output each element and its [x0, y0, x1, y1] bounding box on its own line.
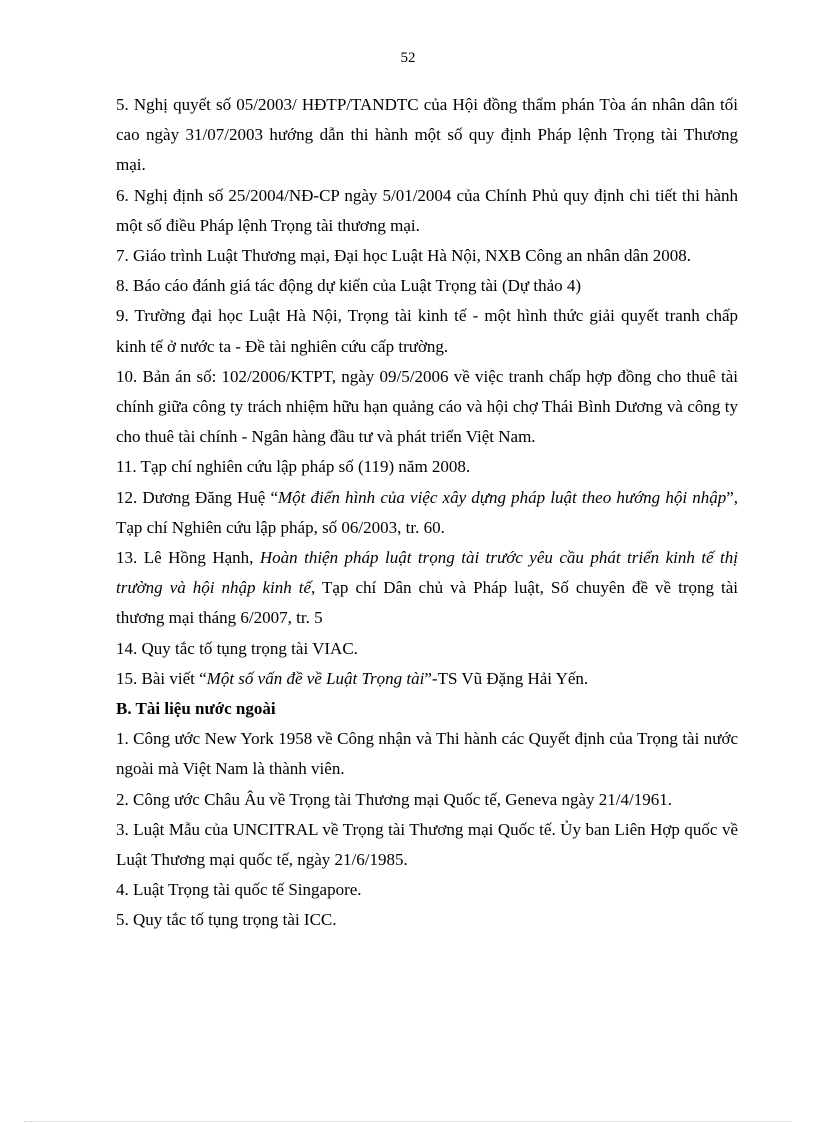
reference-item-9: 9. Trường đại học Luật Hà Nội, Trọng tài kinh tế - một hình thức giải quyết tranh chấp kinh tế ở nước ta - Đề tài nghiên cứu cấp trường. — [116, 306, 738, 356]
foreign-reference-item-3: 3. Luật Mẫu của UNCITRAL về Trọng tài Thương mại Quốc tế. Ủy ban Liên Hợp quốc về Luật Thương mại quốc tế, ngày 21/6/1985. — [116, 819, 738, 870]
reference-13-title: Hoàn thiện pháp luật trọng tài trước yêu cầu phát triển kinh tế thị trường và hội nhập kinh tế — [116, 548, 739, 598]
reference-item-12 — [116, 483, 738, 543]
reference-item-15 — [116, 664, 738, 694]
reference-item-14: 14. Quy tắc tố tụng trọng tài VIAC. — [116, 638, 358, 658]
reference-13-author: 13. Lê Hồng Hạnh, — [116, 548, 260, 568]
foreign-reference-item-5: 5. Quy tắc tố tụng trọng tài ICC. — [116, 910, 337, 930]
reference-13-source: , Tạp chí Dân chủ và Pháp luật, Số chuyên đề về trọng tài thương mại tháng 6/2007, tr. 5 — [116, 578, 738, 628]
foreign-reference-item-1: 1. Công ước New York 1958 về Công nhận và Thi hành các Quyết định của Trọng tài nước ngoài mà Việt Nam là thành viên. — [116, 729, 738, 779]
foreign-reference-item-2: 2. Công ước Châu Âu về Trọng tài Thương mại Quốc tế, Geneva ngày 21/4/1961. — [116, 789, 672, 809]
reference-item-10: 10. Bản án số: 102/2006/KTPT, ngày 09/5/2006 về việc tranh chấp hợp đồng cho thuê tài chính giữa công ty trách nhiệm hữu hạn quảng cáo và hội chợ Thái Bình Dương và công ty cho thuê tài chính - Ngân hàng đầu tư và phát triển Việt Nam. — [116, 366, 738, 447]
reference-12-source: ”, Tạp chí Nghiên cứu lập pháp, số 06/2003, tr. 60. — [116, 487, 738, 537]
reference-item-6: 6. Nghị định số 25/2004/NĐ-CP ngày 5/01/2004 của Chính Phủ quy định chi tiết thi hành một số điều Pháp lệnh Trọng tài thương mại. — [116, 185, 738, 235]
reference-item-7: 7. Giáo trình Luật Thương mại, Đại học Luật Hà Nội, NXB Công an nhân dân 2008. — [116, 246, 692, 266]
reference-12-title: Một điển hình của việc xây dựng pháp luật theo hướng hội nhập — [278, 487, 727, 507]
foreign-reference-item-4: 4. Luật Trọng tài quốc tế Singapore. — [116, 880, 362, 900]
page-bottom-rule — [24, 1121, 792, 1122]
reference-list — [116, 90, 738, 936]
reference-15-prefix: 15. Bài viết “ — [116, 668, 207, 688]
reference-12-author: 12. Dương Đăng Huệ “ — [116, 487, 279, 507]
reference-item-13 — [116, 543, 738, 634]
reference-item-8: 8. Báo cáo đánh giá tác động dự kiến của Luật Trọng tài (Dự thảo 4) — [116, 276, 582, 296]
reference-item-11: 11. Tạp chí nghiên cứu lập pháp số (119) năm 2008. — [116, 457, 471, 477]
reference-15-title: Một số vấn đề về Luật Trọng tài — [206, 668, 425, 688]
page-number: 52 — [400, 50, 416, 66]
reference-15-author: ”-TS Vũ Đặng Hải Yến. — [424, 668, 589, 688]
reference-item-5: 5. Nghị quyết số 05/2003/ HĐTP/TANDTC của Hội đồng thẩm phán Tòa án nhân dân tối cao ngày 31/07/2003 hướng dẫn thi hành một số quy định Pháp lệnh Trọng tài Thương mại. — [116, 95, 738, 175]
section-heading-foreign: B. Tài liệu nước ngoài — [116, 699, 276, 719]
